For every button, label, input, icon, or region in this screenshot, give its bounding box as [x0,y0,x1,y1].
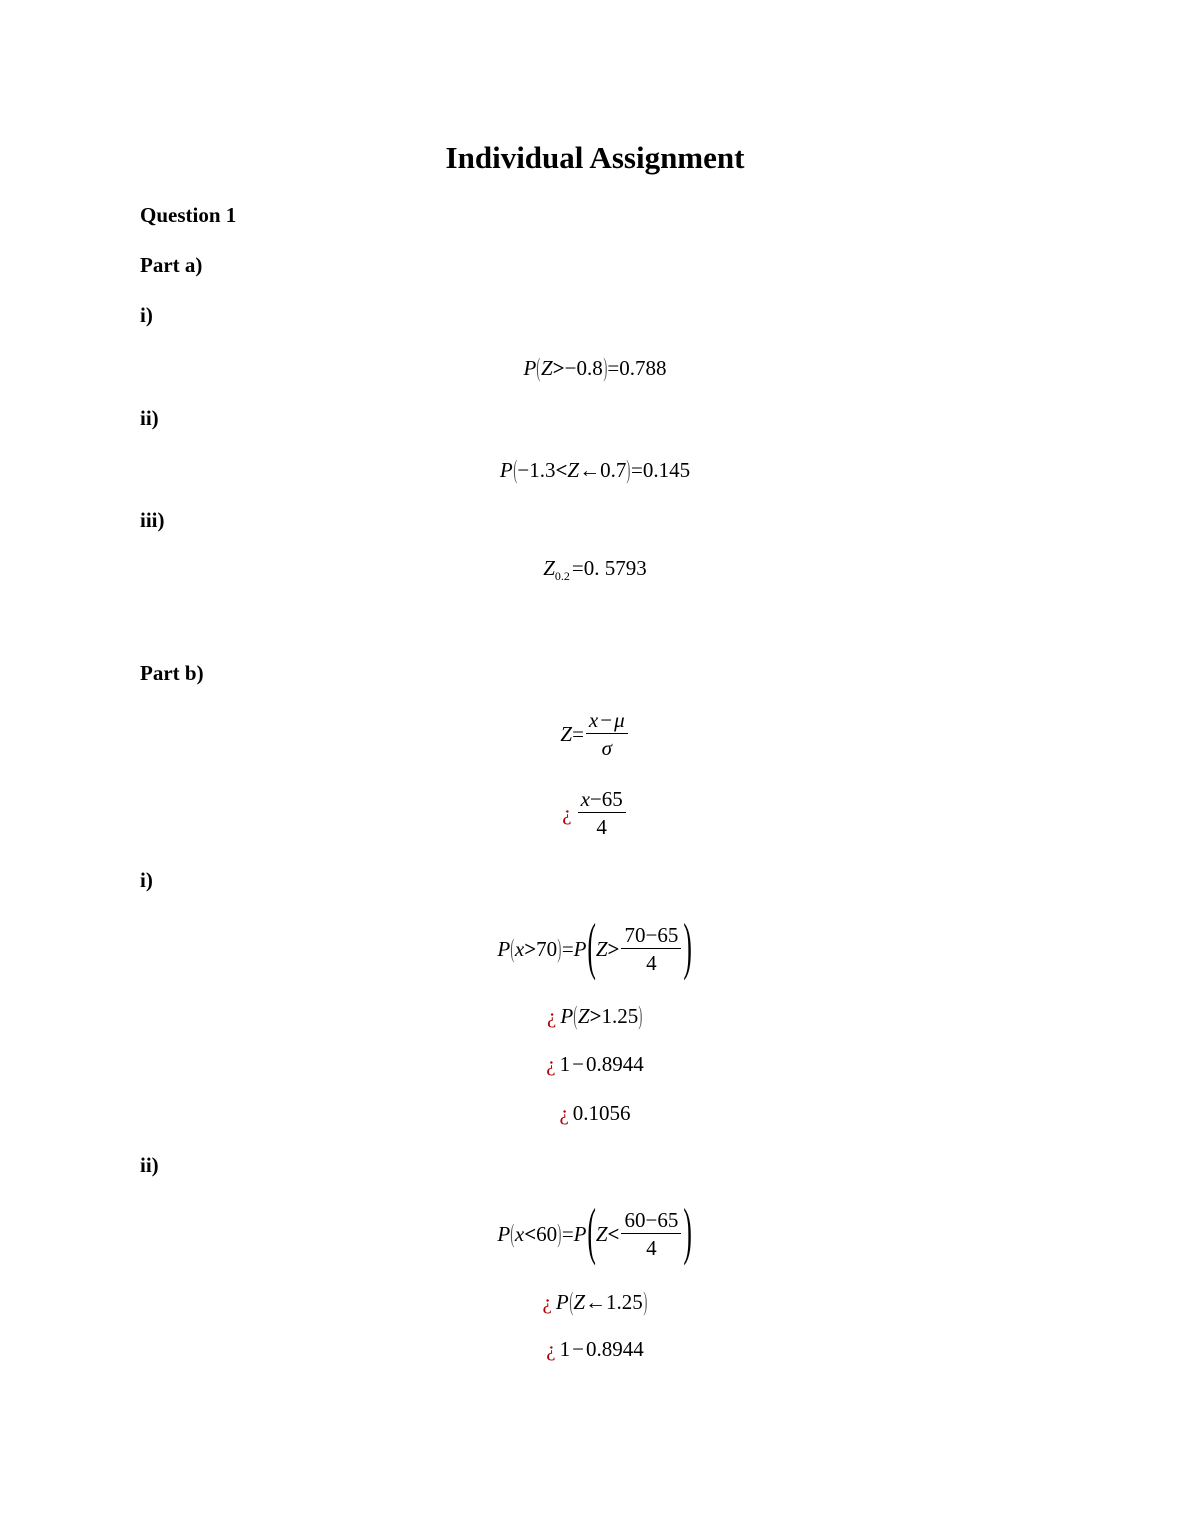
equation-b-i: P ( x > 70 ) = P ( Z > 70 − 65 4 ) [497,910,693,981]
equation-b-ii-step2: ¿ 1 − 0.8944 [546,1337,644,1361]
part-b-ii-heading: ii) [140,1153,159,1177]
equation-b-i-step2: ¿ 1 − 0.8944 [546,1052,644,1076]
equation-z-substituted: ¿ x − 65 4 [0,789,1190,838]
equation-a-ii: P ( −1.3 < Z ← 0.7 ) = 0.145 [499,455,691,484]
question-1-heading: Question 1 [140,203,237,227]
part-a-i-heading: i) [140,303,153,327]
equation-b-i-answer: ¿ 0.1056 [559,1101,631,1125]
equation-b-ii-step1: ¿ P ( Z ← 1.25 ) [542,1287,648,1316]
document-title: Individual Assignment [445,140,745,175]
equation-z-formula: Z = x − μ σ [0,710,1190,759]
equation-a-i: P ( Z > −0.8 ) = 0.788 [523,353,667,382]
part-a-heading: Part a) [140,253,203,277]
part-a-ii-heading: ii) [140,406,159,430]
equation-a-iii: Z 0.2 = 0. 5793 [543,556,647,583]
part-b-i-heading: i) [140,868,153,892]
equation-b-i-step1: ¿ P ( Z > 1.25 ) [547,1001,643,1030]
part-b-heading: Part b) [140,661,204,685]
part-a-iii-heading: iii) [140,508,165,532]
equation-b-ii: P ( x < 60 ) = P ( Z < 60 − 65 4 ) [497,1195,693,1266]
